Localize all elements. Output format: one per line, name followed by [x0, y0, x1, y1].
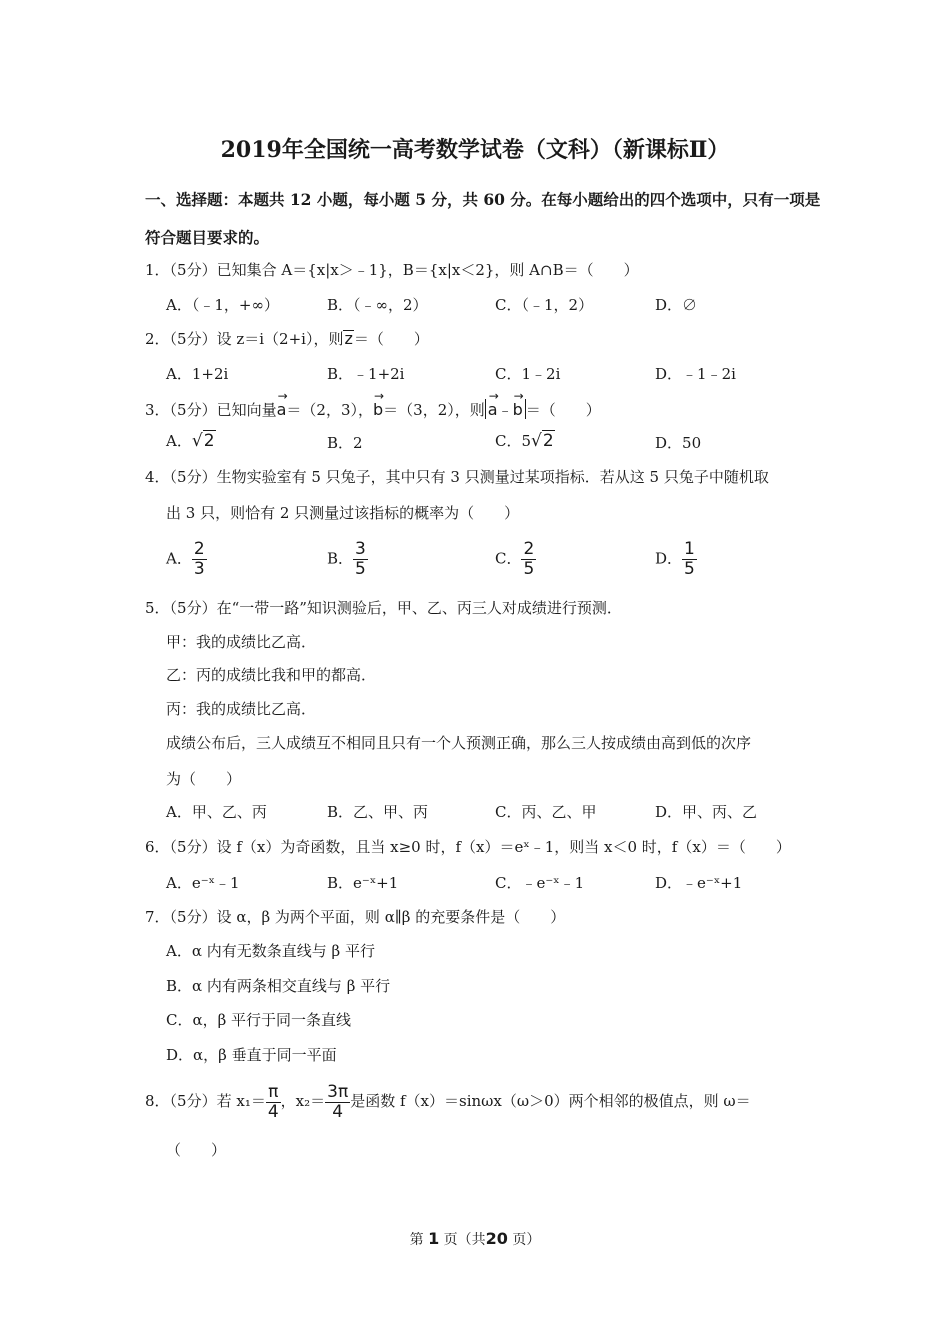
q6-option-c: C．﹣e⁻ˣ﹣1 — [495, 874, 585, 892]
question-7-stem: 7．（5分）设 α，β 为两个平面，则 α∥β 的充要条件是（ ） — [145, 908, 566, 926]
section-heading-line2: 符合题目要求的。 — [145, 228, 270, 247]
question-8-stem — [145, 1082, 751, 1122]
q3-option-c-label: C．5 — [495, 432, 532, 450]
q3-stem-pre: 3．（5分）已知向量 — [145, 401, 277, 419]
question-1-stem: 1．（5分）已知集合 A＝{x|x＞﹣1}，B＝{x|x＜2}，则 A∩B＝（ ） — [145, 261, 639, 279]
q5-statement-bing: 丙：我的成绩比乙高． — [166, 700, 317, 718]
z-conjugate: z — [344, 329, 353, 348]
q4-option-b-label: B． — [327, 549, 354, 568]
page-number: 1 — [428, 1229, 440, 1248]
fraction — [682, 540, 697, 579]
q3-option-b: B．2 — [327, 434, 363, 452]
question-4-line1: 4．（5分）生物实验室有 5 只兔子，其中只有 3 只测量过某项指标．若从这 5 只兔子中随机取 — [145, 468, 769, 486]
q8-stem-post: 是函数 f（x）＝sinωx（ω＞0）两个相邻的极值点，则 ω＝ — [350, 1092, 751, 1110]
vector-a: → a — [277, 398, 287, 420]
fraction — [353, 540, 368, 579]
q3-stem-mid2: ＝（3，2），则 — [383, 401, 485, 419]
numerator: 2 — [523, 539, 535, 559]
denominator: 4 — [267, 1101, 279, 1122]
q5-option-d: D．甲、丙、乙 — [655, 803, 758, 821]
q8-stem-mid: ，x₂＝ — [280, 1092, 326, 1110]
vector-b-2: → b — [513, 399, 523, 419]
q5-option-c: C．丙、乙、甲 — [495, 803, 597, 821]
footer-mid: 页（共 — [443, 1232, 486, 1248]
q4-option-c-label: C． — [495, 549, 522, 568]
q4-option-b — [327, 540, 368, 579]
q3-option-c-radicand: 2 — [542, 431, 554, 451]
page-footer — [0, 1229, 950, 1249]
q7-option-b: B．α 内有两条相交直线与 β 平行 — [166, 977, 391, 995]
vector-difference-abs — [485, 399, 526, 419]
q5-condition: 成绩公布后，三人成绩互不相同且只有一个人预测正确，那么三人按成绩由高到低的次序 — [166, 734, 752, 752]
q7-option-a: A．α 内有无数条直线与 β 平行 — [166, 942, 375, 960]
q2-option-b: B．﹣1+2i — [327, 365, 405, 383]
q6-option-a: A．e⁻ˣ﹣1 — [166, 874, 240, 892]
q2-option-d: D．﹣1﹣2i — [655, 365, 736, 383]
denominator: 4 — [332, 1101, 344, 1122]
numerator: π — [266, 1083, 281, 1103]
question-2-stem — [145, 329, 429, 349]
vector-b: → b — [373, 398, 383, 420]
q4-option-a — [166, 540, 207, 579]
q5-statement-yi: 乙：丙的成绩比我和甲的都高． — [166, 666, 377, 684]
vector-a-2: → a — [488, 399, 498, 419]
question-8-line2: （ ） — [166, 1141, 227, 1159]
numerator: 1 — [684, 539, 695, 559]
q6-option-b: B．e⁻ˣ+1 — [327, 874, 399, 892]
denominator: 5 — [355, 559, 366, 579]
fraction — [521, 540, 536, 579]
q2-stem-post: ＝（ ） — [353, 330, 429, 348]
q2-option-a: A．1+2i — [166, 365, 229, 383]
page-title: 2019年全国统一高考数学试卷（文科）（新课标Ⅱ） — [220, 137, 730, 163]
q1-option-a: A．（﹣1，+∞） — [166, 296, 279, 314]
q4-option-c — [495, 540, 536, 579]
total-pages: 20 — [485, 1229, 508, 1248]
q5-option-a: A．甲、乙、丙 — [166, 803, 267, 821]
q1-option-d: D．∅ — [655, 296, 698, 314]
q3-option-a-label: A． — [166, 432, 192, 450]
denominator: 5 — [684, 559, 695, 579]
q7-option-c: C．α，β 平行于同一条直线 — [166, 1011, 352, 1029]
sqrt-icon-2: √2 — [531, 431, 554, 451]
q2-stem-pre: 2．（5分）设 z＝i（2+i），则 — [145, 330, 344, 348]
q1-option-b: B．（﹣∞，2） — [327, 296, 428, 314]
numerator: 3 — [355, 539, 366, 559]
q3-stem-mid1: ＝（2，3）， — [286, 401, 373, 419]
sqrt-icon: √2 — [191, 431, 215, 451]
q3-minus: ﹣ — [497, 401, 513, 419]
q1-option-c: C．（﹣1，2） — [495, 296, 594, 314]
q5-question: 为（ ） — [166, 770, 242, 788]
fraction-pi-over-4 — [266, 1083, 281, 1122]
denominator: 5 — [523, 559, 535, 579]
question-6-stem: 6．（5分）设 f（x）为奇函数，且当 x≥0 时，f（x）＝eˣ﹣1，则当 x＜0 时，f（x）＝（ ） — [145, 838, 791, 856]
fraction — [192, 540, 207, 579]
footer-pre: 第 — [409, 1232, 424, 1248]
q8-stem-pre: 8．（5分）若 x₁＝ — [145, 1092, 266, 1110]
denominator: 3 — [193, 559, 205, 579]
numerator: 2 — [193, 539, 205, 559]
q3-stem-post: ＝（ ） — [525, 401, 601, 419]
q3-option-a — [166, 431, 216, 451]
question-5-stem: 5．（5分）在“一带一路”知识测验后，甲、乙、丙三人对成绩进行预测． — [145, 599, 622, 617]
question-3-stem — [145, 398, 601, 420]
q4-option-a-label: A． — [166, 549, 192, 568]
q6-option-d: D．﹣e⁻ˣ+1 — [655, 874, 743, 892]
q5-statement-jia: 甲：我的成绩比乙高． — [166, 633, 317, 651]
question-4-line2: 出 3 只，则恰有 2 只测量过该指标的概率为（ ） — [166, 504, 520, 522]
footer-post: 页） — [512, 1232, 541, 1248]
fraction-3pi-over-4 — [325, 1083, 350, 1122]
q4-option-d-label: D． — [655, 549, 683, 568]
section-heading-line1: 一、选择题：本题共 12 小题，每小题 5 分，共 60 分。在每小题给出的四个选项中，只有一项是 — [145, 190, 821, 209]
q3-option-a-radicand: 2 — [203, 431, 215, 451]
q3-option-d: D．50 — [655, 434, 702, 452]
q4-option-d — [655, 540, 697, 579]
numerator: 3π — [327, 1081, 349, 1102]
q2-option-c: C．1﹣2i — [495, 365, 561, 383]
q7-option-d: D．α，β 垂直于同一平面 — [166, 1046, 337, 1064]
q3-option-c — [495, 431, 555, 451]
q5-option-b: B．乙、甲、丙 — [327, 803, 429, 821]
